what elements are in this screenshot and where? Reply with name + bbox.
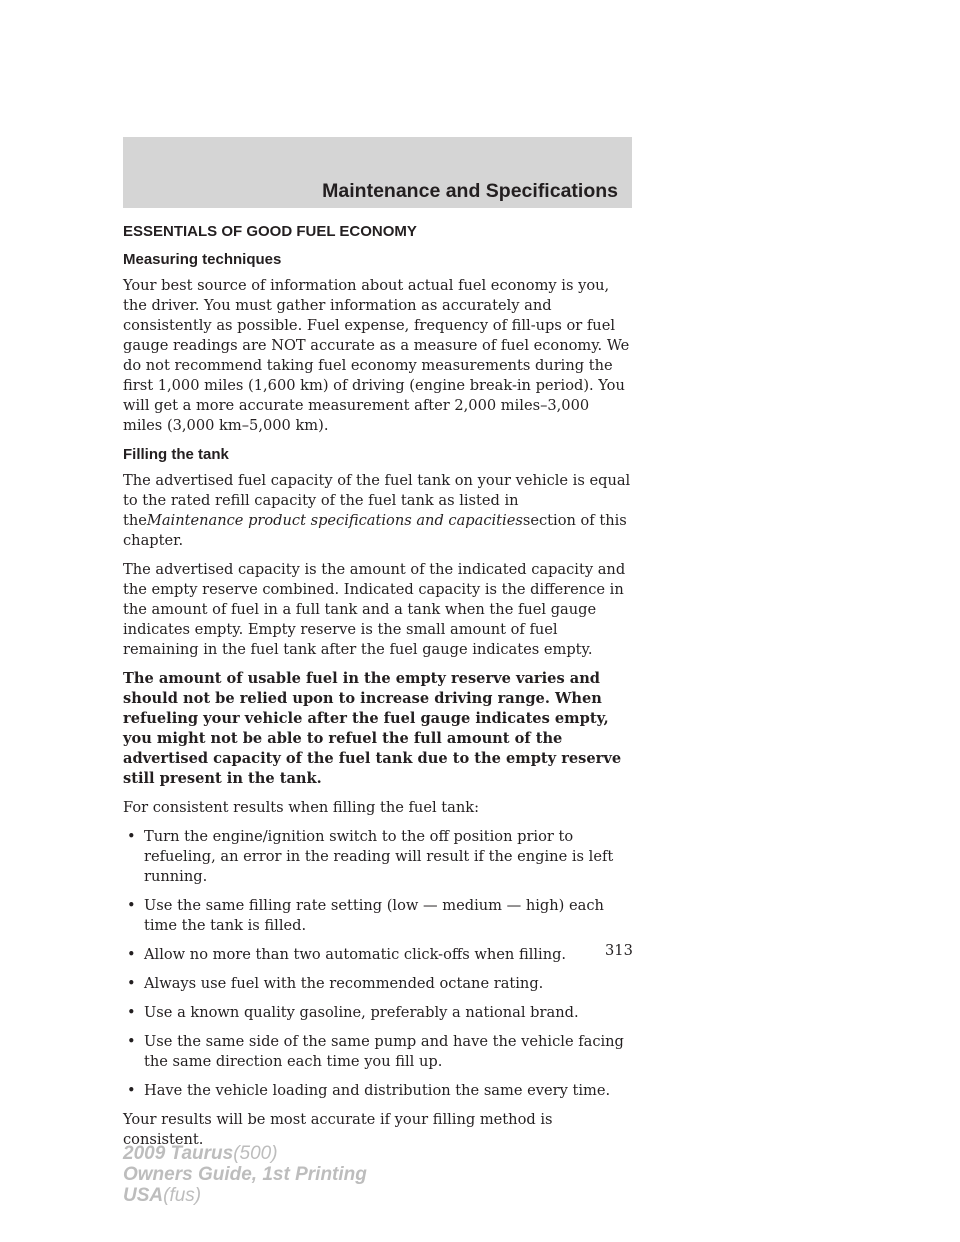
measuring-heading: Measuring techniques bbox=[123, 251, 282, 268]
list-item bbox=[123, 827, 633, 887]
filling-tips-list bbox=[123, 827, 633, 1101]
footer-guide: Owners Guide, 1st Printing bbox=[123, 1164, 367, 1185]
bullet-glyph: • bbox=[127, 828, 136, 845]
specifications-reference: Maintenance product specifications and capacities bbox=[146, 512, 523, 529]
filling-heading: Filling the tank bbox=[123, 446, 229, 463]
page-number: 313 bbox=[605, 942, 633, 959]
footer-model: 2009 Taurus bbox=[123, 1143, 234, 1164]
list-item-text: Have the vehicle loading and distribution the same every time. bbox=[144, 1082, 611, 1099]
list-item-text: Use the same filling rate setting (low — medium — high) each time the tank is filled. bbox=[144, 897, 604, 934]
list-item-text: Use a known quality gasoline, preferably a national brand. bbox=[144, 1004, 579, 1021]
bullet-glyph: • bbox=[127, 1082, 136, 1099]
bullet-glyph: • bbox=[127, 897, 136, 914]
footer-line-1 bbox=[123, 1143, 367, 1164]
list-item-text: Use the same side of the same pump and have the vehicle facing the same direction each time you fill up. bbox=[144, 1033, 624, 1070]
bullet-glyph: • bbox=[127, 946, 136, 963]
list-item-text: Turn the engine/ignition switch to the off position prior to refueling, an error in the reading will result if the engine is left running. bbox=[144, 828, 614, 885]
bullet-glyph: • bbox=[127, 1004, 136, 1021]
filling-paragraph-1 bbox=[123, 471, 633, 551]
section-header-title: Maintenance and Specifications bbox=[322, 180, 618, 202]
page-content bbox=[123, 222, 633, 1159]
section-title: ESSENTIALS OF GOOD FUEL ECONOMY bbox=[123, 223, 417, 240]
measuring-paragraph: Your best source of information about actual fuel economy is you, the driver. You must gather information as accurately and consistently as possible. Fuel expense, frequency of fill-ups or fuel gauge readings are NOT accurate as a measure of fuel economy. We do not recommend taking fuel economy measurements during the first 1,000 miles (1,600 km) of driving (engine break-in period). You will get a more accurate measurement after 2,000 miles–3,000 miles (3,000 km–5,000 km). bbox=[123, 277, 630, 434]
list-item bbox=[123, 945, 633, 965]
list-item-text: Always use fuel with the recommended octane rating. bbox=[144, 975, 544, 992]
list-item bbox=[123, 1032, 633, 1072]
filling-paragraph-2: The advertised capacity is the amount of the indicated capacity and the empty reserve combined. Indicated capacity is the difference in the amount of fuel in a full tank and a tank when the fuel gauge indicates empty. Empty reserve is the small amount of fuel remaining in the fuel tank after the fuel gauge indicates empty. bbox=[123, 561, 626, 658]
section-header-band bbox=[123, 137, 632, 208]
list-item bbox=[123, 1081, 633, 1101]
footer-line-3 bbox=[123, 1185, 367, 1206]
footer-market: USA bbox=[123, 1185, 164, 1206]
bullet-glyph: • bbox=[127, 1033, 136, 1050]
closing-paragraph: Your results will be most accurate if your filling method is consistent. bbox=[123, 1111, 553, 1148]
bullet-glyph: • bbox=[127, 975, 136, 992]
footer-model-code: (500) bbox=[233, 1143, 278, 1164]
list-item bbox=[123, 974, 633, 994]
list-item-text: Allow no more than two automatic click-offs when filling. bbox=[144, 946, 567, 963]
filling-para1-tail: section of this chapter. bbox=[123, 512, 627, 549]
empty-reserve-warning: The amount of usable fuel in the empty reserve varies and should not be relied upon to increase driving range. When refueling your vehicle after the fuel gauge indicates empty, you might not be able to refuel the full amount of the advertised capacity of the fuel tank due to the empty reserve still present in the tank. bbox=[123, 670, 622, 787]
filling-para1-text: The advertised fuel capacity of the fuel tank on your vehicle is equal to the rated refill capacity of the fuel tank as listed in the bbox=[123, 472, 631, 529]
filling-intro: For consistent results when filling the fuel tank: bbox=[123, 799, 479, 816]
print-footer bbox=[123, 1143, 367, 1206]
list-item bbox=[123, 896, 633, 936]
footer-market-code: (fus) bbox=[163, 1185, 202, 1206]
list-item bbox=[123, 1003, 633, 1023]
footer-line-2 bbox=[123, 1164, 367, 1185]
